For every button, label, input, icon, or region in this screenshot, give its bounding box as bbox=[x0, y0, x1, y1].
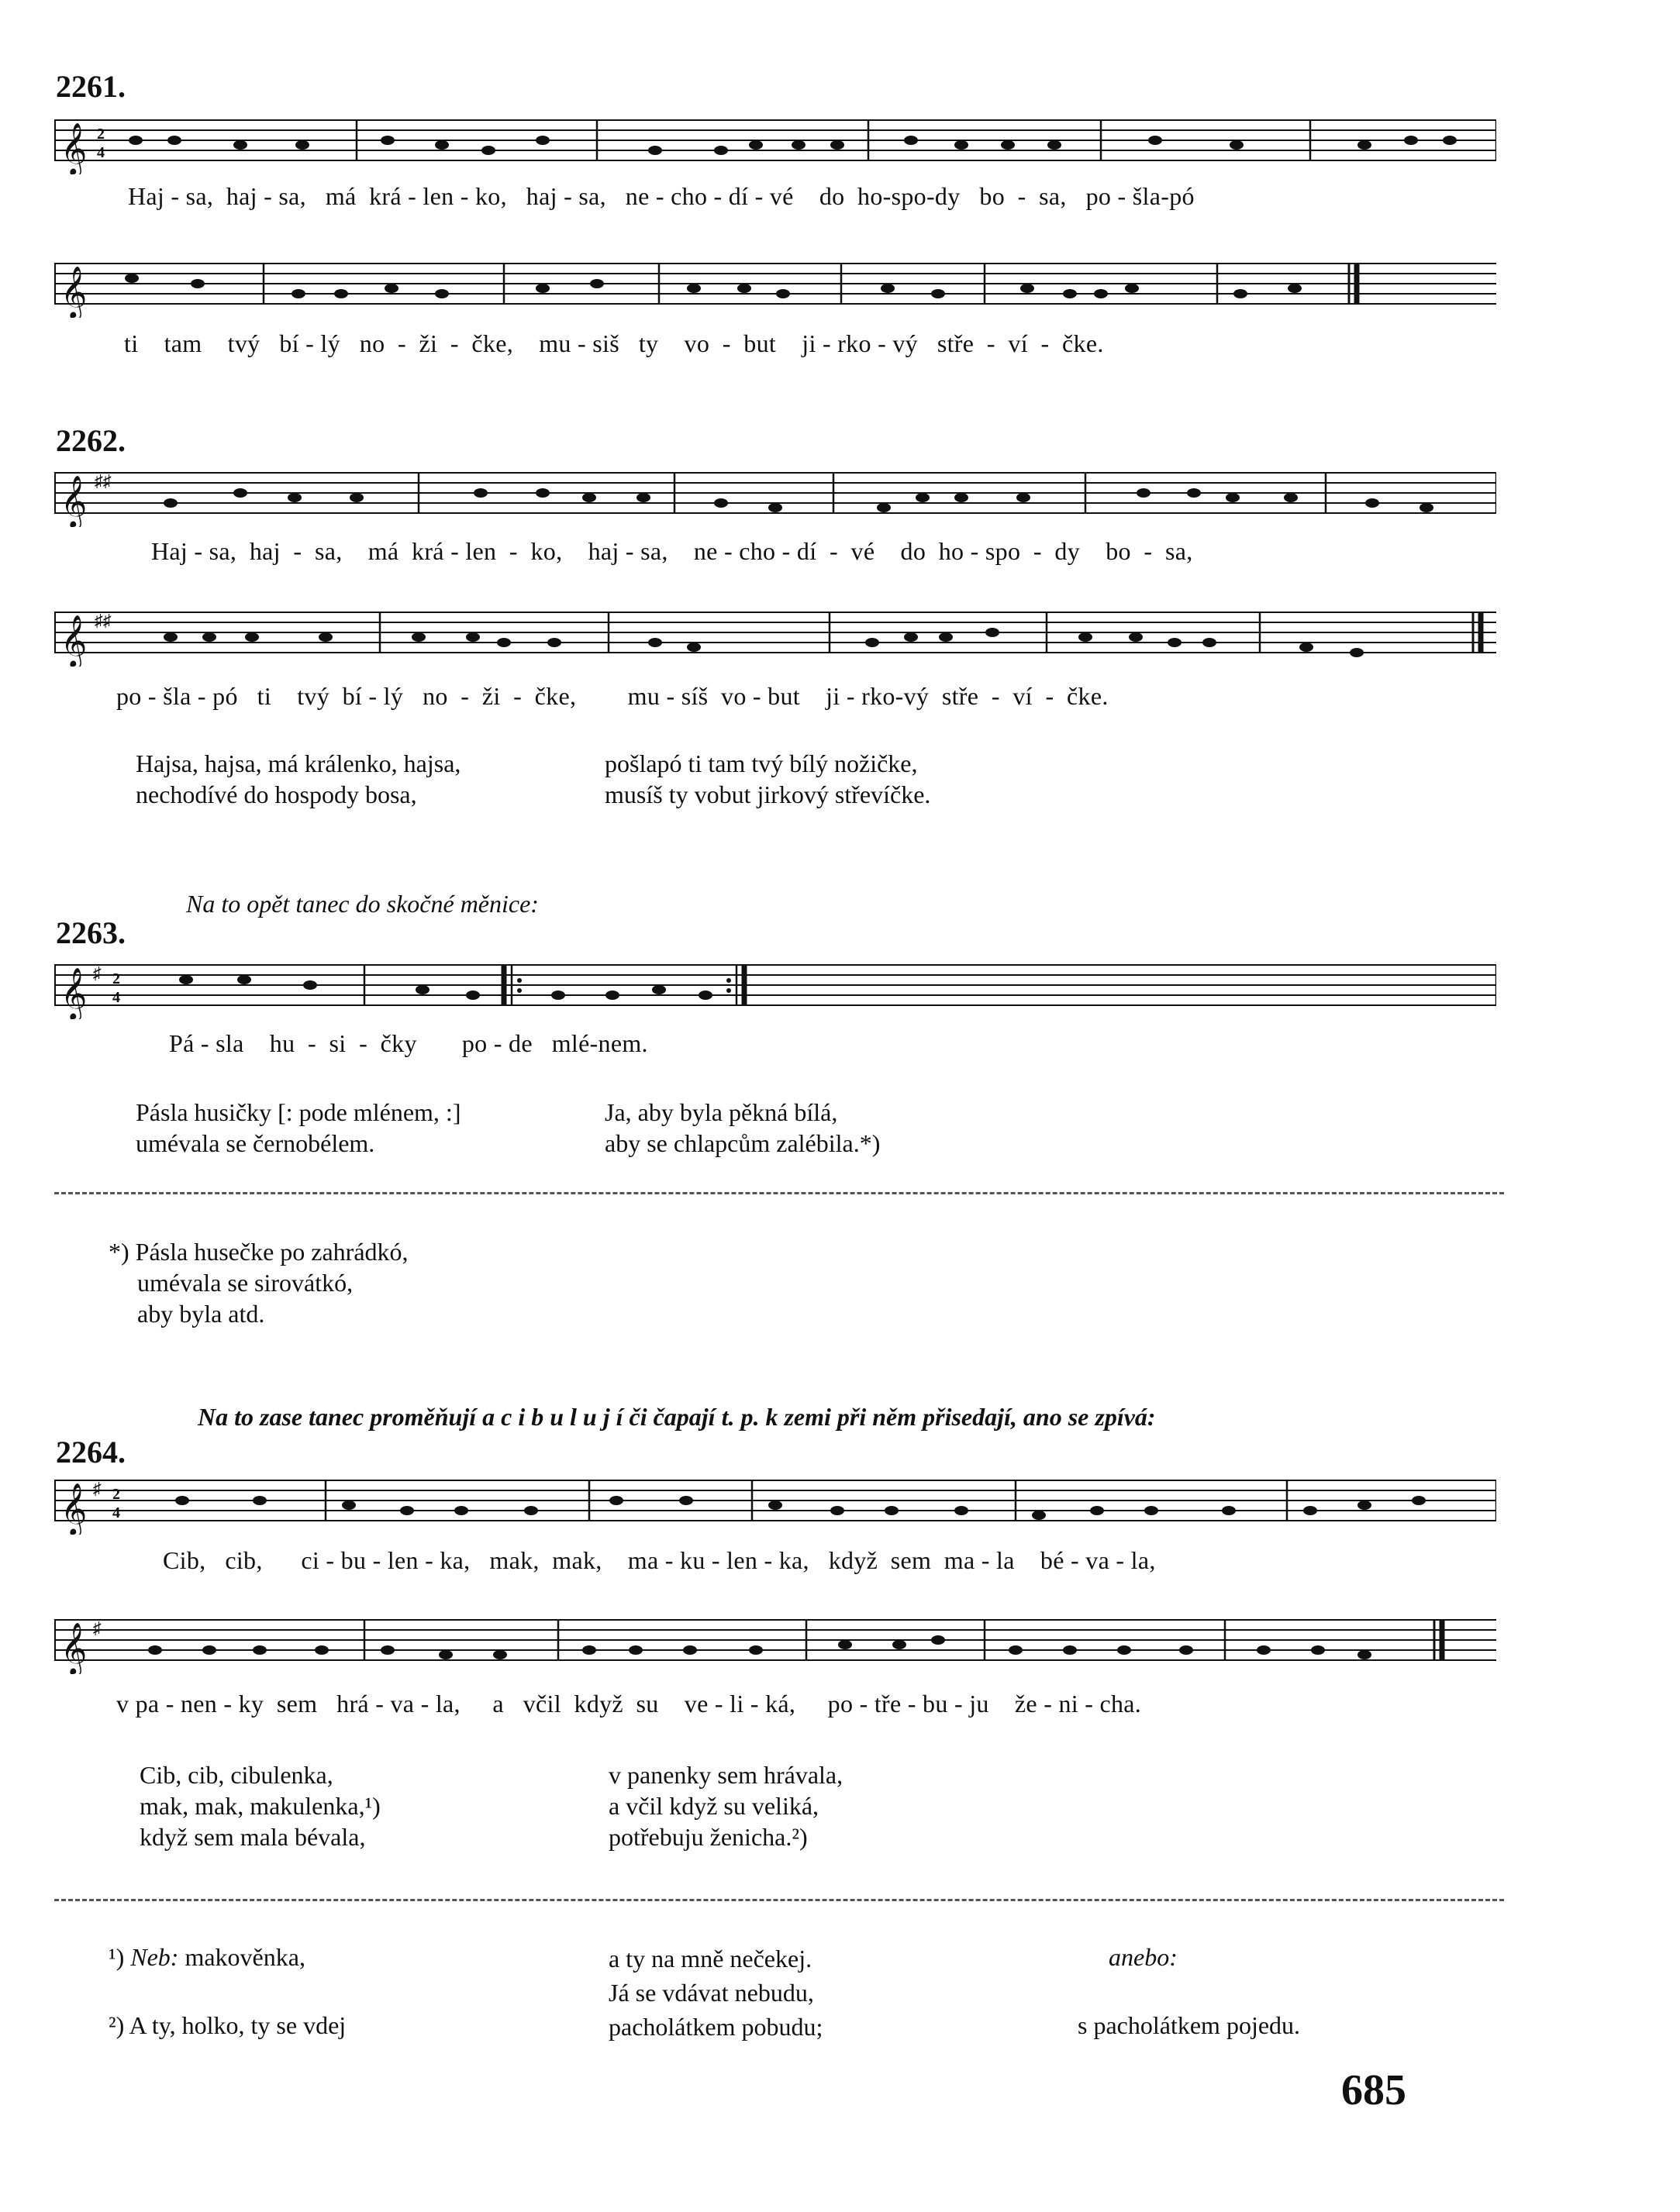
staff-2261-2 bbox=[54, 256, 1496, 318]
song-number-2264: 2264. bbox=[56, 1435, 126, 1469]
intro-2264: Na to zase tanec proměňují a c i b u l u j í či čapají t. p. k zemi při něm přisedají, ano se zpívá: bbox=[198, 1403, 1156, 1431]
song-number-2262: 2262. bbox=[56, 423, 126, 458]
svg-text:𝄞: 𝄞 bbox=[60, 966, 88, 1019]
svg-text:♯: ♯ bbox=[93, 1479, 102, 1498]
svg-text:𝄞: 𝄞 bbox=[60, 265, 88, 318]
text-2262-left: Hajsa, hajsa, má králenko, hajsa, nechodívé do hospody bosa, bbox=[136, 749, 461, 808]
footnote-1: ¹) Neb: makověnka, bbox=[109, 1943, 305, 1971]
staff-2261-1 bbox=[54, 112, 1496, 174]
lyrics-2263-1: Pá - sla hu - si - čky po - de mlé-nem. bbox=[169, 1029, 648, 1057]
staff-2264-1 bbox=[54, 1473, 1496, 1535]
svg-text:2: 2 bbox=[97, 126, 105, 143]
lyrics-2264-1: Cib, cib, ci - bu - len - ka, mak, mak, ma - ku - len - ka, když sem ma - la bé - va - la, bbox=[163, 1546, 1156, 1574]
text-2264-right: v panenky sem hrávala, a včil když su veliká, potřebuju ženicha.²) bbox=[609, 1761, 843, 1851]
footnote-col3-text: s pacholátkem pojedu. bbox=[1078, 2011, 1301, 2039]
footnote-2263: *) Pásla husečke po zahrádkó, umévala se sirovátkó, aby byla atd. bbox=[109, 1238, 409, 1328]
page-number: 685 bbox=[1341, 2066, 1406, 2114]
footnote-col2: a ty na mně nečekej. Já se vdávat nebudu, pacholátkem pobudu; bbox=[609, 1945, 823, 2041]
svg-text:𝄞: 𝄞 bbox=[60, 1621, 88, 1674]
svg-text:𝄞: 𝄞 bbox=[60, 122, 88, 174]
text-2262-right: pošlapó ti tam tvý bílý nožičke, musíš ty vobut jirkový střevíčke. bbox=[605, 749, 931, 808]
staff-2264-2 bbox=[54, 1612, 1496, 1674]
text-2263-left: Pásla husičky [: pode mlénem, :] umévala se černobélem. bbox=[136, 1098, 461, 1157]
lyrics-2262-1: Haj - sa, haj - sa, má krá - len - ko, haj - sa, ne - cho - dí - vé do ho - spo - dy bo - sa, bbox=[151, 537, 1193, 565]
footnote-2: ²) A ty, holko, ty se vdej bbox=[109, 2011, 347, 2039]
lyrics-2262-2: po - šla - pó ti tvý bí - lý no - ži - čke, mu - síš vo - but ji - rko-vý stře - ví - čke. bbox=[116, 682, 1109, 710]
text-2264-left: Cib, cib, cibulenka, mak, mak, makulenka,¹) když sem mala bévala, bbox=[140, 1761, 381, 1851]
staff-2263-1 bbox=[54, 957, 1496, 1019]
svg-text:𝄞: 𝄞 bbox=[60, 614, 88, 667]
svg-text:𝄞: 𝄞 bbox=[60, 474, 88, 527]
svg-text:♯♯: ♯♯ bbox=[95, 611, 112, 630]
text-2263-right: Ja, aby byla pěkná bílá, aby se chlapcům zalébila.*) bbox=[605, 1098, 881, 1157]
svg-text:4: 4 bbox=[112, 989, 120, 1006]
staff-2262-2 bbox=[54, 605, 1496, 667]
svg-text:♯♯: ♯♯ bbox=[95, 471, 112, 491]
lyrics-2261-2: ti tam tvý bí - lý no - ži - čke, mu - siš ty vo - but ji - rko - vý stře - ví - čke. bbox=[124, 329, 1104, 357]
lyrics-2264-2: v pa - nen - ky sem hrá - va - la, a včil když su ve - li - ká, po - tře - bu - ju že - ni - cha. bbox=[116, 1690, 1142, 1718]
song-number-2261: 2261. bbox=[56, 69, 126, 104]
svg-text:𝄞: 𝄞 bbox=[60, 1482, 88, 1535]
lyrics-2261-1: Haj - sa, haj - sa, má krá - len - ko, haj - sa, ne - cho - dí - vé do ho-spo-dy bo - sa, po - šla-pó bbox=[128, 182, 1195, 210]
svg-text:4: 4 bbox=[112, 1504, 120, 1521]
svg-text:♯: ♯ bbox=[93, 963, 102, 983]
svg-text:2: 2 bbox=[112, 1486, 120, 1503]
staff-2262-1 bbox=[54, 465, 1496, 527]
divider bbox=[54, 1899, 1504, 1901]
svg-text:2: 2 bbox=[112, 970, 120, 987]
intro-2263: Na to opět tanec do skočné měnice: bbox=[186, 890, 539, 918]
footnote-col3-label: anebo: bbox=[1109, 1943, 1178, 1971]
divider bbox=[54, 1192, 1504, 1194]
song-number-2263: 2263. bbox=[56, 915, 126, 950]
svg-text:4: 4 bbox=[97, 144, 105, 161]
svg-text:♯: ♯ bbox=[93, 1618, 102, 1638]
